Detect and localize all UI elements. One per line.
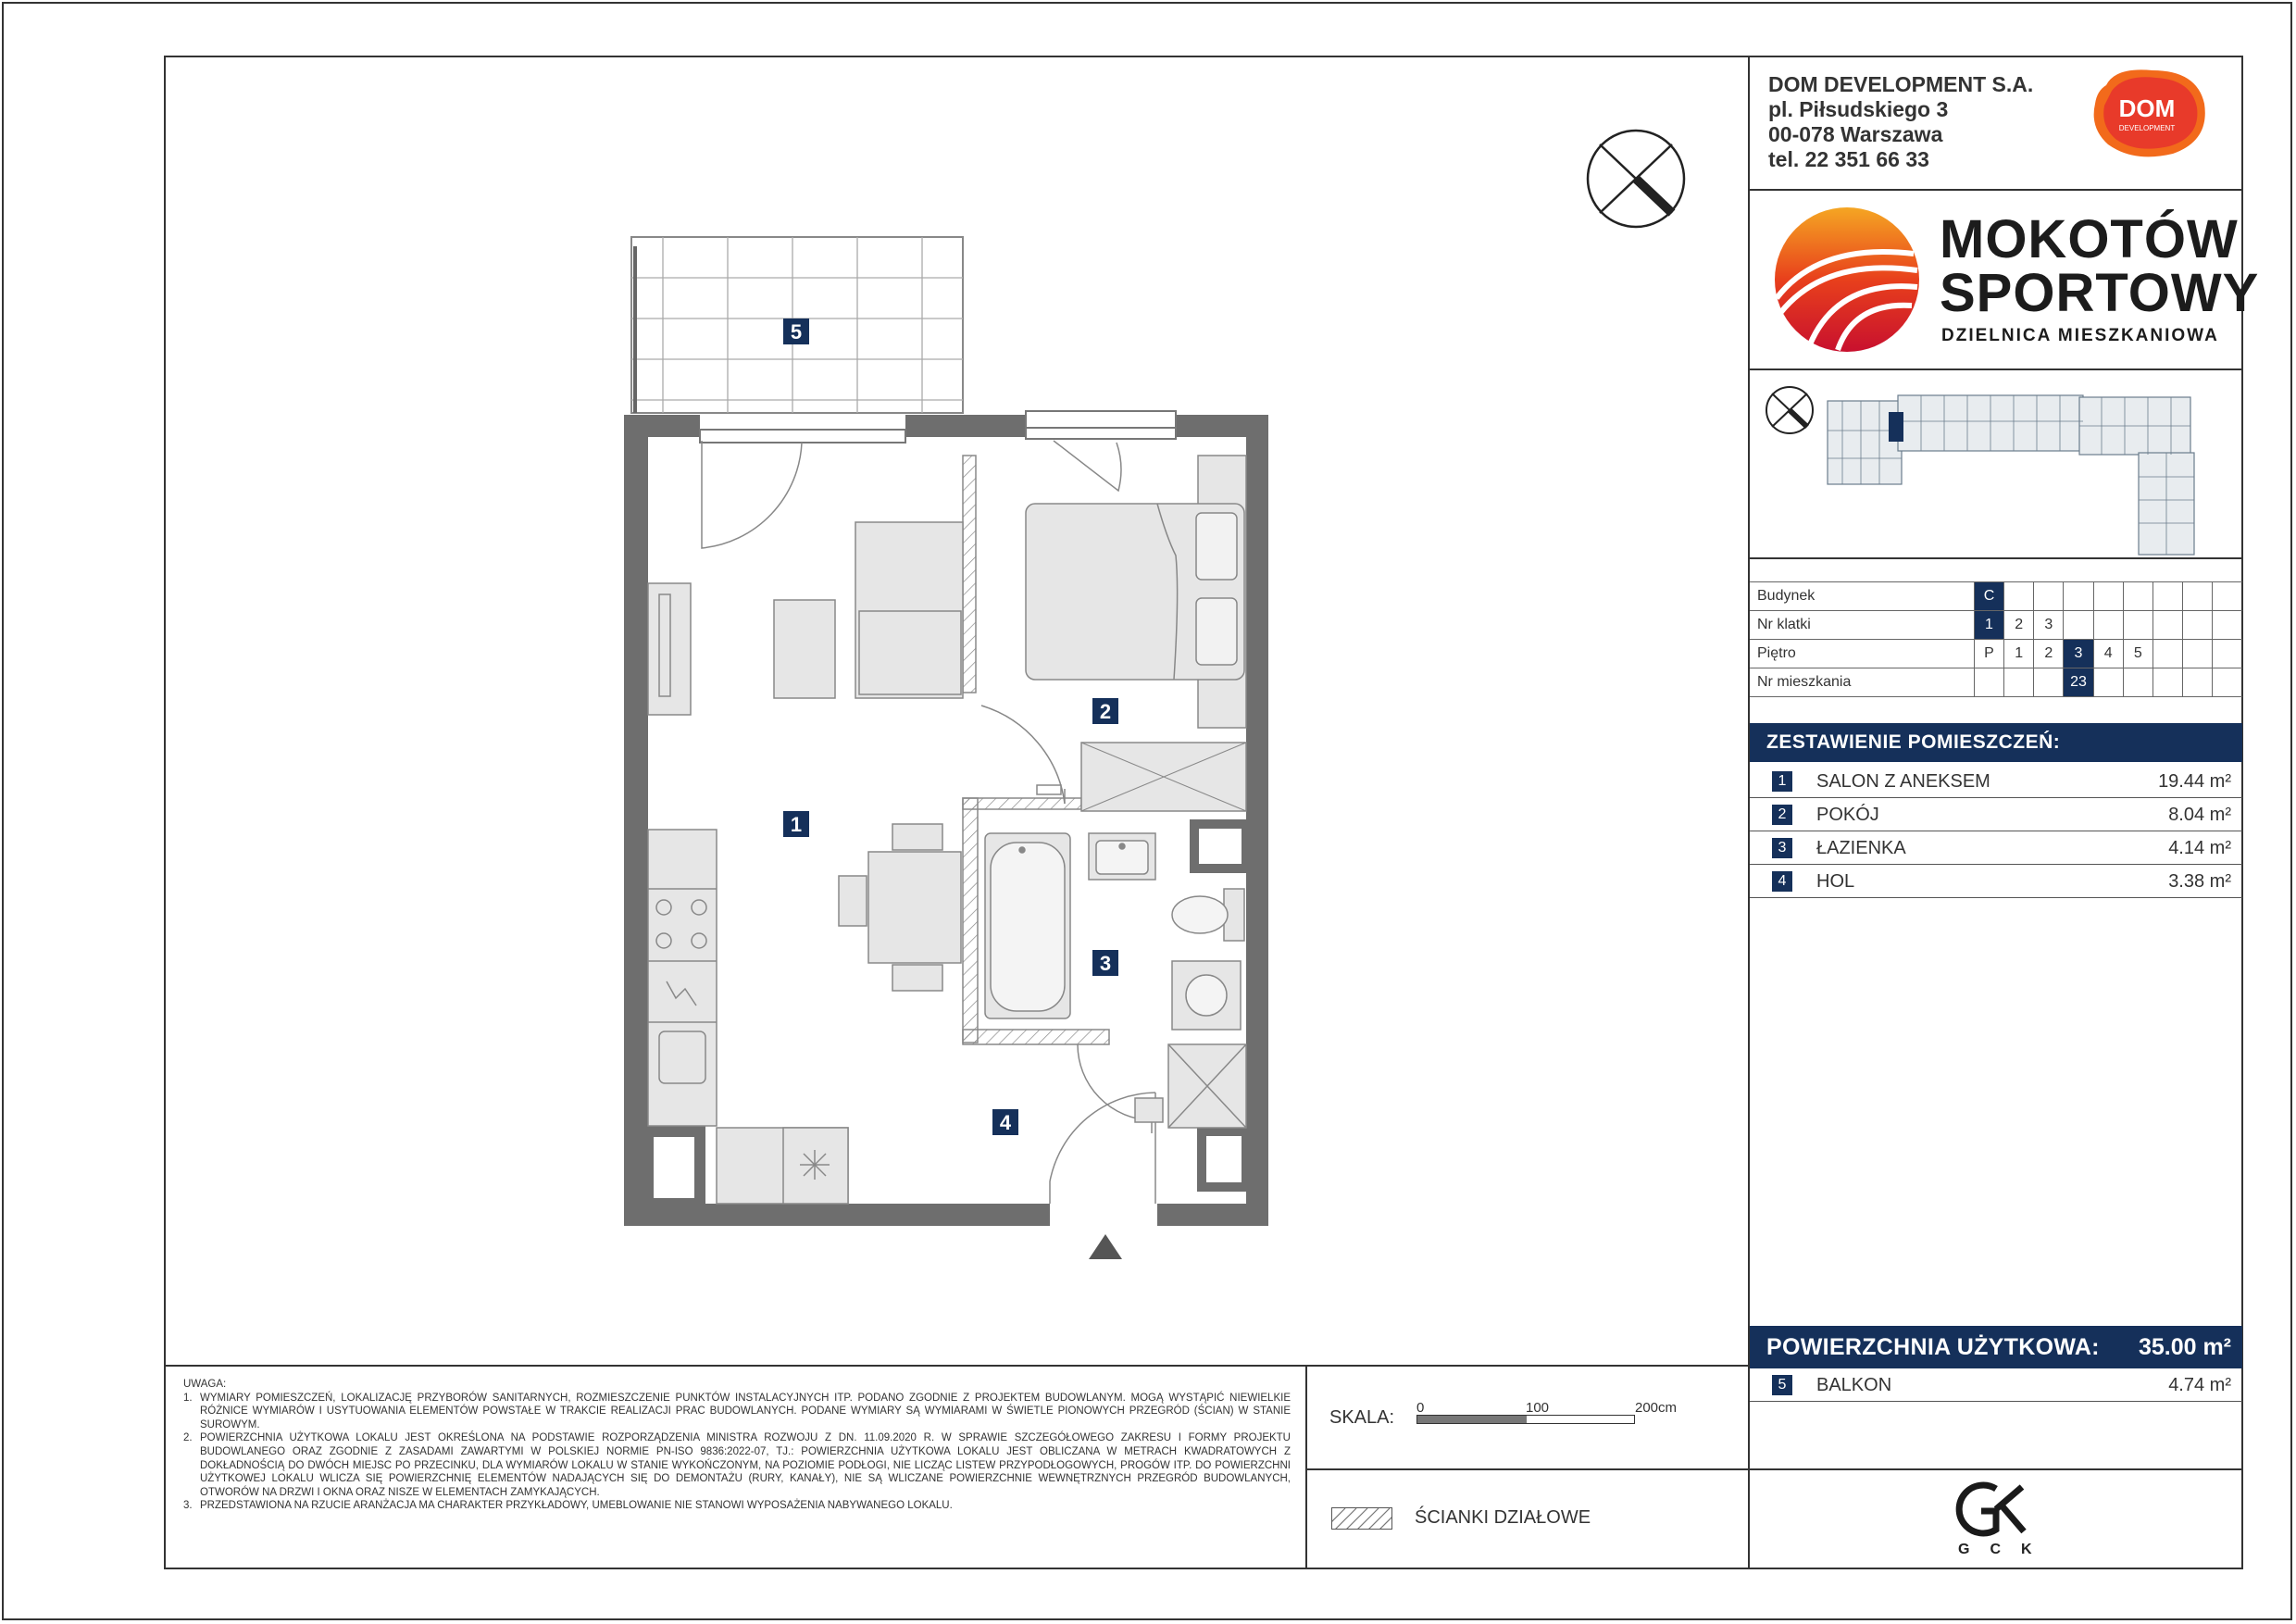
room-area: 3.38 m² [2168, 871, 2231, 892]
partition-wall-swatch [1331, 1507, 1392, 1530]
keyplan-flat-highlight [1889, 412, 1903, 442]
floor-row: Piętro P 1 2 3 4 5 [1750, 640, 2242, 668]
scale-label: SKALA: [1329, 1407, 1395, 1428]
notes-block [183, 1378, 1291, 1513]
keyplan-compass-icon [1766, 387, 1813, 433]
room-name: SALON Z ANEKSEM [1816, 771, 1990, 792]
room-area: 19.44 m² [2158, 771, 2231, 792]
room-number: 3 [1772, 838, 1792, 858]
entrance-arrow-icon [1089, 1234, 1122, 1259]
scale-tick-0: 0 [1416, 1400, 1425, 1416]
flat-row: Nr mieszkania 23 [1750, 668, 2242, 697]
floor-label: Piętro [1750, 640, 1974, 668]
room-area: 8.04 m² [2168, 805, 2231, 825]
partition-wall-label: ŚCIANKI DZIAŁOWE [1415, 1507, 1591, 1528]
note-item: 2. POWIERZCHNIA UŻYTKOWA LOKALU JEST OKREŚLONA NA PODSTAWIE ROZPORZĄDZENIA MINISTRA ROZWOJU Z DN. 11.09.2020 R. W SPRAWIE SZCZEGÓŁOWEGO ZAKRESU I FORMY PROJEKTU BUDOWLANEGO ORAZ ZGODNIE Z ZASADAMI ZAWARTYMI W POLSKIEJ NORMIE PN-ISO 9836:2022-07, TJ.: POWIERZCHNIA UŻYTKOWA LOKALU JEST OBLICZANA W METRACH KWADRATOWYCH Z DOKŁADNOŚCIĄ DO DWÓCH MIEJSC PO PRZECINKU, DLA WYMIARÓW LOKALU W STANIE WYKOŃCZONYM, NA POZIOMIE PODŁOGI, NIE LICZĄC LISTEW PRZYPODŁOGOWYCH, PROGÓW ITP. DO POWIERZCHNI UŻYTKOWEJ LOKALU WLICZA SIĘ POWIERZCHNIĘ ELEMENTÓW NADAJĄCYCH SIĘ DO DEMONTAŻU (RURY, KANAŁY), NIE SĄ WLICZANE POWIERZCHNIE WEWNĘTRZNYCH PRZEGRÓD BUDOWLANYCH, OTWORÓW NA DRZWI I OKNA ORAZ NISZE W ELEMENTACH ZAMYKAJĄCYCH. [183, 1432, 1291, 1498]
bathroom-fixtures [985, 833, 1246, 1128]
room-label-1: 1 [790, 813, 803, 836]
note-item: 1. WYMIARY POMIESZCZEŃ, LOKALIZACJĘ PRZYBORÓW SANITARNYCH, ROZMIESZCZENIE PUNKTÓW INSTALACYJNYCH ITP. PODANO ZGODNIE Z PROJEKTEM BUDOWLANYM. MOGĄ WYSTĄPIĆ NIEWIELKIE RÓŻNICE WYMIARÓW I USYTUOWANIA ELEMENTÓW POWSTAŁE W TRAKCIE REALIZACJI PRAC BUDOWLANYCH. PODANE WYMIARY SĄ WYMIARAMI W ŚWIETLE PIONOWYCH PRZEGRÓD (ŚCIAN) W STANIE SUROWYM. [183, 1392, 1291, 1430]
room-number: 1 [1772, 771, 1792, 792]
scale-tick-100: 100 [1526, 1400, 1550, 1416]
bed [1026, 504, 1244, 680]
building-label: Budynek [1750, 582, 1974, 611]
room-label-2: 2 [1099, 700, 1112, 723]
total-area-label: POWIERZCHNIA UŻYTKOWA: [1766, 1334, 2100, 1360]
company-name: DOM DEVELOPMENT S.A. [1768, 72, 2034, 96]
svg-text:DOM: DOM [2118, 94, 2176, 122]
room-number: 4 [1772, 871, 1792, 892]
balcony-row [1750, 1368, 2242, 1402]
north-compass-icon [1583, 126, 1689, 231]
room-label-5: 5 [790, 320, 803, 344]
gck-divider [1748, 1468, 2243, 1470]
floor-plan [593, 222, 1296, 1268]
company-city: 00-078 Warszawa [1768, 122, 1943, 146]
room-row [1750, 798, 2242, 831]
room-area: 4.14 m² [2168, 838, 2231, 858]
room-label-3: 3 [1099, 952, 1112, 975]
room-name: HOL [1816, 871, 1855, 892]
project-subtitle: DZIELNICA MIESZKANIOWA [1941, 326, 2219, 345]
note-item: 3. PRZEDSTAWIONA NA RZUCIE ARANŻACJA MA CHARAKTER PRZYKŁADOWY, UMEBLOWANIE NIE STANOWI WYPOSAŻENIA NABYWANEGO LOKALU. [183, 1500, 953, 1512]
room-name: ŁAZIENKA [1816, 838, 1906, 858]
brand-divider [1748, 369, 2243, 370]
stair-row: Nr klatki 1 2 3 [1750, 611, 2242, 640]
notes-divider [164, 1365, 1750, 1367]
total-area-value: 35.00 m² [2138, 1334, 2231, 1360]
company-info [1768, 72, 2033, 172]
company-divider [1748, 189, 2243, 191]
room-row [1750, 831, 2242, 865]
project-brand [1773, 206, 2260, 363]
keyplan-divider [1748, 557, 2243, 559]
room-row [1750, 865, 2242, 898]
svg-text:DEVELOPMENT: DEVELOPMENT [2118, 124, 2176, 132]
dom-development-logo [2088, 67, 2208, 159]
room-name: POKÓJ [1816, 805, 1879, 825]
company-phone: tel. 22 351 66 33 [1768, 147, 1929, 171]
total-area-bar [1750, 1326, 2242, 1368]
room-label-4: 4 [999, 1111, 1012, 1134]
rooms-header: ZESTAWIENIE POMIESZCZEŃ: [1750, 723, 2242, 762]
project-title: MOKOTÓW SPORTOWY [1940, 209, 2260, 323]
room-number: 5 [1772, 1375, 1792, 1395]
project-logo-icon [1773, 206, 1921, 354]
stair-label: Nr klatki [1750, 611, 1974, 640]
room-number: 2 [1772, 805, 1792, 825]
notes-title: UWAGA: [183, 1379, 227, 1390]
scale-bar [1416, 1415, 1635, 1424]
location-table [1750, 581, 2242, 697]
gck-wordmark: GCK [1958, 1542, 2053, 1557]
room-area: 4.74 m² [2168, 1375, 2231, 1395]
building-row: Budynek C [1750, 582, 2242, 611]
notes-scale-divider [1305, 1365, 1307, 1569]
site-keyplan [1759, 375, 2240, 556]
company-street: pl. Piłsudskiego 3 [1768, 97, 1949, 121]
flat-label: Nr mieszkania [1750, 668, 1974, 697]
room-name: BALKON [1816, 1375, 1892, 1395]
scale-tick-200: 200cm [1635, 1400, 1678, 1416]
room-row [1750, 765, 2242, 798]
scale-legend-divider [1305, 1468, 1750, 1470]
